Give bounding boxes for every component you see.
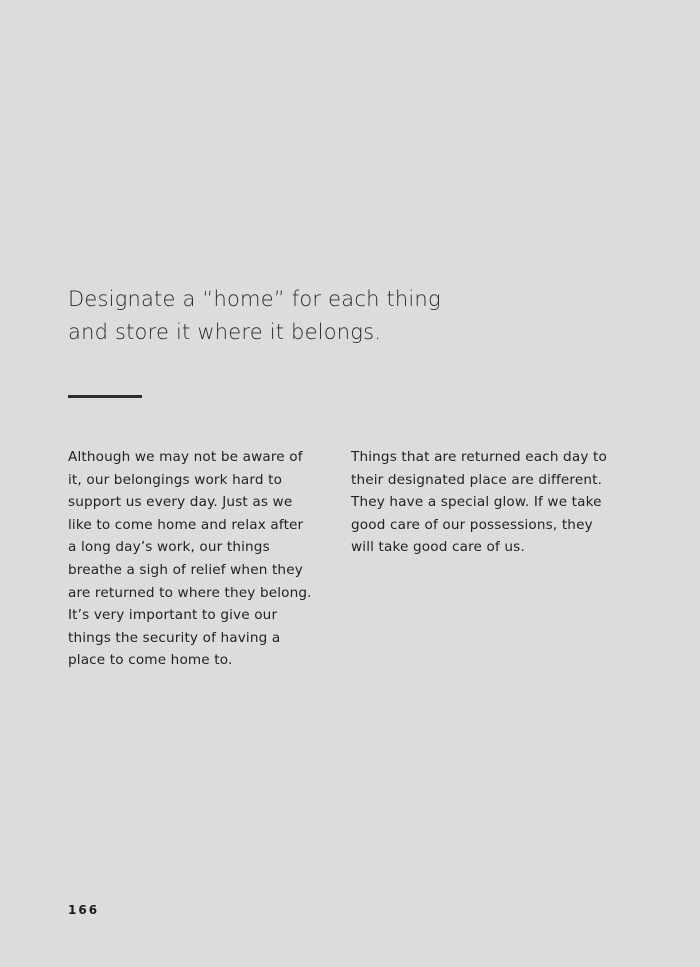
heading-divider	[68, 395, 142, 398]
body-line: support us every day. Just as we	[68, 494, 293, 511]
body-line: are returned to where they belong.	[68, 584, 312, 601]
body-line: place to come home to.	[68, 652, 233, 669]
body-line: good care of our possessions, they	[351, 516, 593, 533]
heading-line-1: Designate a “home” for each thing	[68, 287, 441, 311]
body-line: their designated place are different.	[351, 471, 603, 488]
body-line: like to come home and relax after	[68, 516, 304, 533]
body-line: it, our belongings work hard to	[68, 471, 283, 488]
page-heading	[68, 283, 488, 349]
heading-line-2: and store it where it belongs.	[68, 320, 382, 344]
body-line: It’s very important to give our	[68, 607, 278, 624]
body-line: will take good care of us.	[351, 539, 525, 556]
body-column-left	[68, 446, 328, 672]
page-number: 166	[68, 903, 100, 917]
body-line: things the security of having a	[68, 629, 281, 646]
body-line: Although we may not be aware of	[68, 449, 303, 465]
body-line: a long day’s work, our things	[68, 539, 270, 556]
body-line: Things that are returned each day to	[351, 449, 607, 465]
body-column-right	[351, 446, 631, 559]
body-line: They have a special glow. If we take	[351, 494, 602, 511]
body-line: breathe a sigh of relief when they	[68, 561, 303, 578]
